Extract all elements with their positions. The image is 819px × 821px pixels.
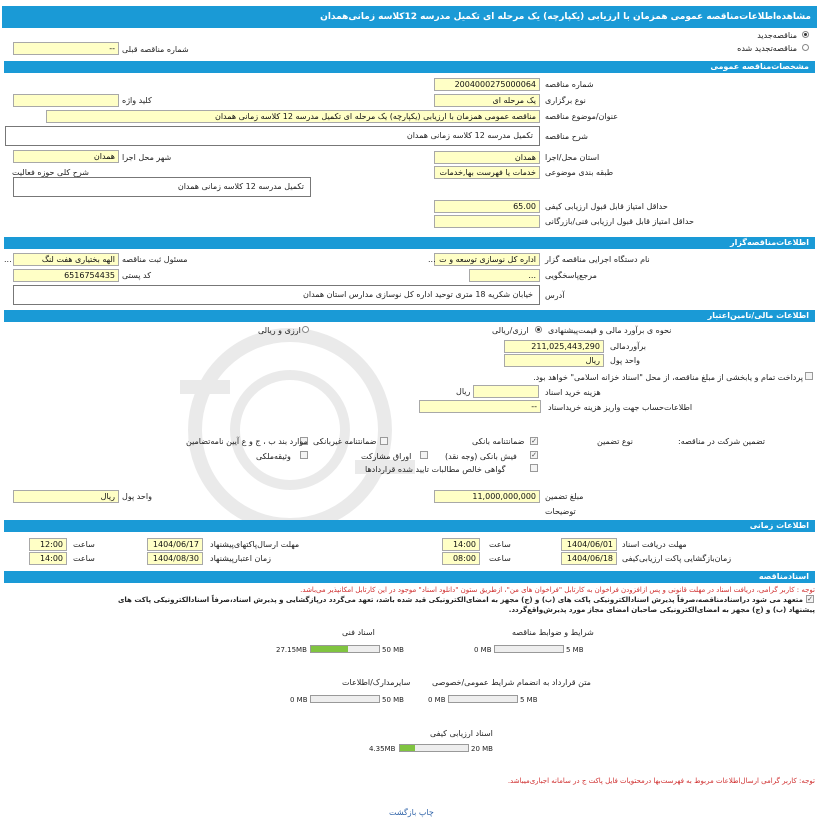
print-back-link[interactable]: چاپ بازگشت — [389, 808, 434, 817]
submit-date-field[interactable]: 1404/06/17 — [147, 538, 203, 551]
organization-field[interactable]: اداره کل نوسازی توسعه و ت — [434, 253, 540, 266]
reference-field[interactable]: ... — [469, 269, 540, 282]
treasury-text: پرداخت تمام و یابخشی از مبلغ مناقصه، از محل "اسناد خزانه اسلامی" خواهد بود. — [533, 373, 803, 382]
doc-terms-progress — [494, 645, 564, 653]
organization-more[interactable]: ... — [428, 255, 436, 264]
responsible-field[interactable]: الهه بختیاری هفت لنگ — [13, 253, 119, 266]
tender-number-field[interactable]: 2004000275000064 — [434, 78, 540, 91]
doc-cost-label: هزینه خرید اسناد — [545, 388, 601, 397]
currency-label: واحد پول — [610, 356, 640, 365]
min-tech-score-field[interactable] — [434, 215, 540, 228]
price-list-notice: توجه: کاربر گرامی ارسال‌اطلاعات مربوط به فهرست‌بها درمحتویات فایل پاکت ج در سامانه اجباری‌میباشد. — [507, 777, 815, 785]
account-field[interactable]: -- — [419, 400, 541, 413]
doc-quality-used: 4.35MB — [369, 745, 396, 753]
province-field[interactable]: همدان — [434, 151, 540, 164]
section-timing-header: اطلاعات زمانی — [4, 520, 815, 532]
doc-other-used: 0 MB — [290, 696, 308, 704]
open-time-label: ساعت — [489, 554, 511, 563]
open-label: زمان‌بازگشایی پاکت ارزیابی‌کیفی — [622, 554, 732, 563]
open-date-field[interactable]: 1404/06/18 — [561, 552, 617, 565]
category-field[interactable]: خدمات یا فهرست بها,خدمات — [434, 166, 540, 179]
currency-field[interactable]: ریال — [504, 354, 604, 367]
min-tech-score-label: حداقل امتیاز قابل قبول ارزیابی فنی/بازرگانی — [545, 217, 694, 226]
bonds-label: اوراق مشارکت — [361, 452, 412, 461]
section-general-header: مشخصات‌مناقصه عمومی — [4, 61, 815, 73]
cheque-label: فیش بانکی (وجه نقد) — [445, 452, 517, 461]
tender-type-field[interactable]: یک مرحله ای — [434, 94, 540, 107]
guarantee-amount-label: مبلغ تضمین — [545, 492, 584, 501]
responsible-more[interactable]: ... — [4, 255, 12, 264]
doc-contract-used: 0 MB — [428, 696, 446, 704]
doc-technical-progress-fill — [311, 646, 348, 652]
nonbank-guarantee-label: ضمانتنامه غیربانکی — [313, 437, 377, 446]
doc-technical-title: اسناد فنی — [342, 628, 375, 637]
doc-contract-progress — [448, 695, 518, 703]
section-docs-header: اسنادمناقصه — [4, 571, 815, 583]
city-label: شهر محل اجرا — [122, 153, 172, 162]
prev-number-label: شماره مناقصه قبلی — [122, 45, 189, 54]
doc-receive-label: مهلت دریافت اسناد — [622, 540, 687, 549]
fx-and-rial-label: ارزی و ریالی — [258, 326, 301, 335]
bank-guarantee-label: ضمانتنامه بانکی — [472, 437, 525, 446]
doc-cost-field[interactable] — [473, 385, 539, 398]
property-label: وثیقه‌ملکی — [256, 452, 291, 461]
submit-time-field[interactable]: 12:00 — [29, 538, 67, 551]
activity-label: شرح کلی حوزه فعالیت — [12, 168, 89, 177]
category-label: طبقه بندی موضوعی — [545, 168, 614, 177]
doc-quality-progress — [399, 744, 469, 752]
section-finance-header: اطلاعات مالی/تامین‌اعتبار — [4, 310, 815, 322]
validity-time-label: ساعت — [73, 554, 95, 563]
province-label: استان محل/اجرا — [545, 153, 600, 162]
fx-and-rial-radio[interactable] — [302, 326, 309, 333]
doc-cost-unit: ریال — [456, 387, 471, 396]
watermark-logo — [140, 320, 450, 550]
estimate-field[interactable]: 211,025,443,290 — [504, 340, 604, 353]
doc-other-title: سایرمدارک/اطلاعات — [342, 678, 411, 687]
doc-technical-progress — [310, 645, 380, 653]
doc-receive-time-label: ساعت — [489, 540, 511, 549]
address-box: خیابان شکریه 18 متری توحید اداره کل نوسازی مدارس استان همدان — [13, 285, 540, 305]
guarantee-currency-label: واحد پول — [122, 492, 152, 501]
download-notice: توجه : کاربر گرامی، دریافت اسناد در مهلت قانونی و پس ازافزودن فراخوان به کارتابل "فراخوان های من"، ازطریق ستون "دانلود اسناد" موجود در این کارتابل امکانپذیر می‌باشد. — [300, 586, 815, 594]
e-signature-notice-2: پیشنهاد (ب) و (ج) مجهز به امضای‌الکترونیکی صاحبان امضای مجاز مورد پذیرش‌واقع‌گردد. — [508, 606, 815, 614]
keyword-label: کلید واژه — [122, 96, 152, 105]
doc-contract-title: متن قرارداد به انضمام شرایط عمومی/خصوصی — [432, 678, 591, 687]
receivables-checkbox[interactable] — [530, 464, 538, 472]
page-title: مشاهده‌اطلاعات‌مناقصه عمومی همزمان با ارزیابی (یکپارچه) یک مرحله ای تکمیل مدرسه 12کلاسه زمانی‌همدان — [2, 6, 817, 28]
rial-fx-label: ارزی/ریالی — [492, 326, 529, 335]
new-tender-radio[interactable] — [802, 31, 809, 38]
organization-label: نام دستگاه اجرایی مناقصه گزار — [545, 255, 650, 264]
responsible-label: مسئول ثبت مناقصه — [122, 255, 188, 264]
doc-terms-used: 0 MB — [474, 646, 492, 654]
guarantee-amount-field[interactable]: 11,000,000,000 — [434, 490, 540, 503]
receivables-label: گواهی خالص مطالبات تایید شده قراردادها — [365, 465, 506, 474]
activity-box: تکمیل مدرسه 12 کلاسه زمانی همدان — [13, 177, 311, 197]
doc-quality-title: اسناد ارزیابی کیفی — [430, 729, 493, 738]
section-organizer-header: اطلاعات‌مناقصه‌گزار — [4, 237, 815, 249]
open-time-field[interactable]: 08:00 — [442, 552, 480, 565]
doc-terms-title: شرایط و ضوابط مناقصه — [512, 628, 594, 637]
tender-subject-field[interactable]: مناقصه عمومی همزمان با ارزیابی (یکپارچه) یک مرحله ای تکمیل مدرسه 12 کلاسه زمانی همدان — [46, 110, 540, 123]
bonds-checkbox[interactable] — [420, 451, 428, 459]
cheque-checkbox[interactable]: ✓ — [531, 451, 537, 459]
doc-other-max: 50 MB — [382, 696, 404, 704]
treasury-checkbox[interactable] — [805, 372, 813, 380]
doc-other-progress — [310, 695, 380, 703]
min-quality-score-label: حداقل امتیاز قابل قبول ارزیابی کیفی — [545, 202, 668, 211]
renewed-tender-label: مناقصه‌تجدید شده — [737, 44, 797, 53]
validity-label: زمان اعتبارپیشنهاد — [210, 554, 272, 563]
clauses-label: موارد بند ب ، ج و ع آیین نامه‌تضامین — [186, 437, 308, 446]
guarantee-label: تضمین شرکت در مناقصه: — [678, 437, 766, 446]
min-quality-score-field[interactable]: 65.00 — [434, 200, 540, 213]
rial-fx-radio[interactable] — [535, 326, 542, 333]
new-tender-label: مناقصه‌جدید — [757, 31, 797, 40]
estimate-label: برآوردمالی — [610, 342, 646, 351]
nonbank-guarantee-checkbox[interactable] — [380, 437, 388, 445]
guarantee-type-label: نوع تضمین — [597, 437, 633, 446]
doc-contract-max: 5 MB — [520, 696, 538, 704]
doc-quality-max: 20 MB — [471, 745, 493, 753]
submit-label: مهلت ارسال‌پاکتهای‌پیشنهاد — [210, 540, 300, 549]
estimate-method-label: نحوه ی برآورد مالی و قیمت‌پیشنهادی — [548, 326, 672, 335]
bank-guarantee-checkbox[interactable]: ✓ — [531, 437, 537, 445]
doc-terms-max: 5 MB — [566, 646, 584, 654]
doc-quality-progress-fill — [400, 745, 415, 751]
doc-technical-used: 27.15MB — [276, 646, 307, 654]
e-signature-checkbox: ✓ — [807, 595, 813, 603]
postal-code-label: کد پستی — [122, 271, 151, 280]
tender-description-label: شرح مناقصه — [545, 132, 589, 141]
submit-time-label: ساعت — [73, 540, 95, 549]
address-label: آدرس — [545, 291, 565, 300]
prev-number-field[interactable]: -- — [13, 42, 119, 55]
doc-receive-time-field[interactable]: 14:00 — [442, 538, 480, 551]
property-checkbox[interactable] — [300, 451, 308, 459]
tender-type-label: نوع برگزاری — [545, 96, 586, 105]
postal-code-field[interactable]: 6516754435 — [13, 269, 119, 282]
account-label: اطلاعات‌حساب جهت واریز هزینه خریداسناد — [548, 403, 693, 412]
tender-subject-label: عنوان/موضوع مناقصه — [545, 112, 618, 121]
guarantee-currency-field[interactable]: ریال — [13, 490, 119, 503]
validity-date-field[interactable]: 1404/08/30 — [147, 552, 203, 565]
doc-receive-date-field[interactable]: 1404/06/01 — [561, 538, 617, 551]
tender-description-box: تکمیل مدرسه 12 کلاسه زمانی همدان — [5, 126, 540, 146]
keyword-field[interactable] — [13, 94, 119, 107]
tender-number-label: شماره مناقصه — [545, 80, 594, 89]
doc-technical-max: 50 MB — [382, 646, 404, 654]
validity-time-field[interactable]: 14:00 — [29, 552, 67, 565]
city-field[interactable]: همدان — [13, 150, 119, 163]
notes-label: توضیحات — [545, 507, 576, 516]
e-signature-notice-1: متعهد می شود دراسنادمناقصه،صرفاً پذیرش اسنادالکترونیکی پاکت های (ب) و (ج) مجهز به امضای‌الکترونیکی قید شده باشد، تعهد می‌گردد درپازگشایی و پذیرش اسناد،صرفاً اسنادالکترونیکی پاکت های — [118, 596, 803, 604]
renewed-tender-radio[interactable] — [802, 44, 809, 51]
reference-label: مرجع‌پاسخگویی — [545, 271, 597, 280]
